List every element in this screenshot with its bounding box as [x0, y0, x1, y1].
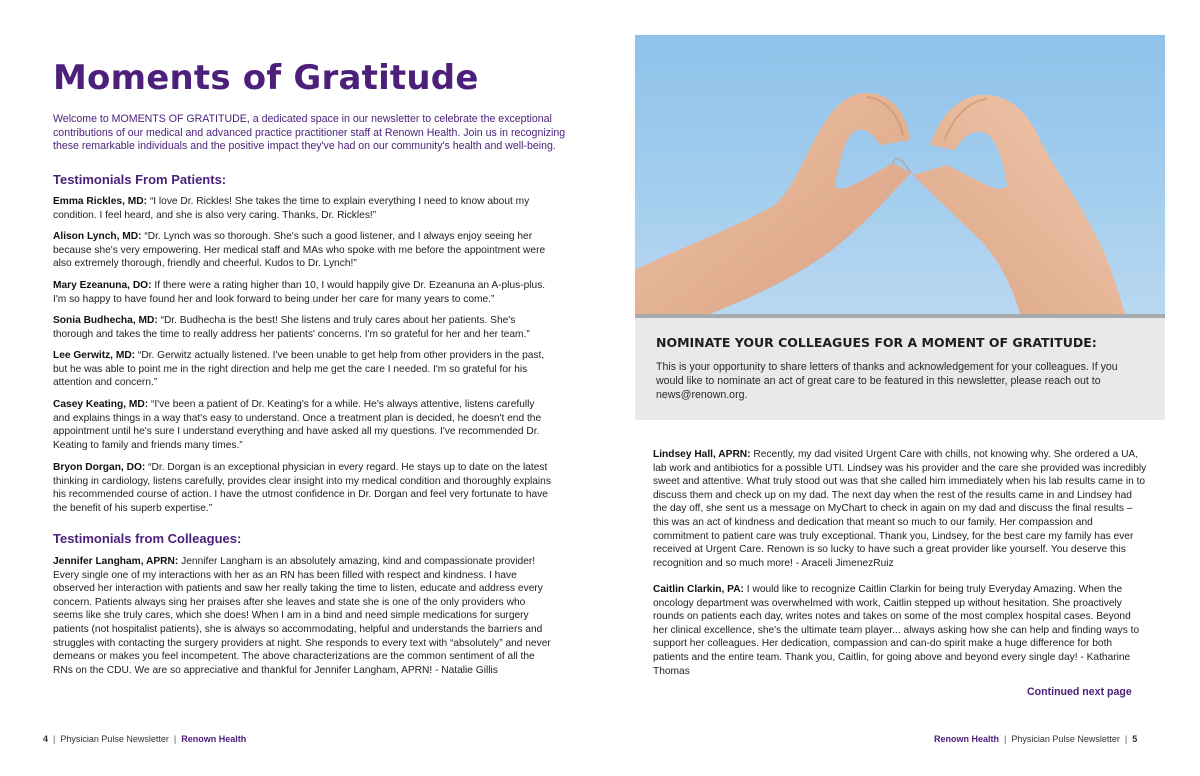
- testimonial-text: Jennifer Langham is an absolutely amazing, kind and compassionate provider! Every single one of my interactions with her as an RN has been filled with respect and kindness. I have observed her interaction with patients and saw her really taking the time to listen, educate and address every concern. Patients always sing her praises after she leaves and state she is one of the only providers who seems like she truly cares, which she does! When I am in a bind and need simple medications for surgery patients (not hospitalist patients), she is always so accommodating, helpful and understands the barriers and struggles with contacting the surgery providers at night. She responds to every text with “absolutely” and never demeans or makes you feel incompetent. The above characterizations are the common sentiment of all the RNs on the CDU. We are so appreciative and thankful for Jennifer Langham, APRN! - Natalie Gillis: [53, 556, 551, 676]
- testimonial-entry: [53, 461, 553, 515]
- left-footer: 4 | Physician Pulse Newsletter | Renown Health: [43, 734, 247, 744]
- nominate-callout: [635, 318, 1165, 420]
- provider-name: Mary Ezeanuna, DO:: [53, 280, 152, 291]
- testimonial-entry: [653, 448, 1148, 570]
- testimonial-text: “Dr. Gerwitz actually listened. I've been unable to get help from other providers in the past, but he was able to point me in the right direction and help me get the care I needed. I'm so grateful for his attention and concern.”: [53, 350, 545, 389]
- testimonial-text: I would like to recognize Caitlin Clarkin for being truly Everyday Amazing. When the oncology department was overwhelmed with work, Caitlin stepped up without hesitation. She proactively rounds on patients each day, writes notes and takes on some of the most complex hospital cases. Beyond her clinical excellence, she's the ultimate team player... always asking how she can help and finding ways to support her colleagues. Her dedication, compassion and can-do spirit make a huge difference for both patients and the entire team. Thank you, Caitlin, for going above and beyond every single day! - Katharine Thomas: [653, 584, 1140, 677]
- brand-name: Renown Health: [934, 734, 1000, 744]
- provider-name: Alison Lynch, MD:: [53, 231, 142, 242]
- heart-hands-illustration: [635, 35, 1165, 314]
- testimonial-entry: [653, 583, 1148, 678]
- testimonial-text: “Dr. Budhecha is the best! She listens and truly cares about her patients. She's thorough and takes the time to really address her patients' concerns. I'm so grateful for her and her team.”: [53, 315, 530, 340]
- newsletter-name: Physician Pulse Newsletter: [1011, 734, 1120, 744]
- testimonial-entry: [53, 555, 553, 677]
- provider-name: Lee Gerwitz, MD:: [53, 350, 136, 361]
- intro-paragraph: Welcome to MOMENTS OF GRATITUDE, a dedicated space in our newsletter to celebrate the exceptional contributions of our medical and advanced practice practitioner staff at Renown Health. Join us in recognizing these remarkable individuals and the positive impact they've had on our community's health and well-being.: [53, 113, 566, 152]
- colleagues-heading: Testimonials from Colleagues:: [53, 531, 242, 546]
- testimonial-text: Recently, my dad visited Urgent Care with chills, not knowing why. She ordered a UA, lab work and antibiotics for a possible UTI. Lindsey was his provider and the care she provided was incredibly sweet and attentive. What truly stood out was that she called him immediately when his lab results came in to discuss them and check up on my dad. The next day when the rest of the results came in and Lindsey had the day off, she sent us a message on MyChart to check in again on my dad and discuss the final results – this was an act of kindness and dedication that meant so much to our family. Her compassion and commitment to patient care was truly exceptional. Thank you, Lindsey, for the best care my family has ever received at Urgent Care. Renown is so lucky to have such a great provider like yourself. You deserve this recognition and so much more! - Araceli JimenezRuiz: [653, 449, 1147, 569]
- testimonial-text: “Dr. Dorgan is an exceptional physician in every regard. He stays up to date on the latest thinking in cardiology, listens carefully, provides clear insight into my medical condition and thoroughly explains his recommended course of action. I have the utmost confidence in Dr. Dorgan and feel very fortunate to have the benefit of his superb expertise.”: [53, 462, 551, 514]
- provider-name: Caitlin Clarkin, PA:: [653, 584, 744, 595]
- page-number: 4: [43, 734, 49, 744]
- continued-link[interactable]: Continued next page: [1027, 686, 1132, 698]
- testimonial-entry: [53, 195, 553, 222]
- right-arm: [913, 95, 1125, 314]
- provider-name: Lindsey Hall, APRN:: [653, 449, 751, 460]
- testimonial-entry: [53, 349, 553, 390]
- testimonial-entry: [53, 314, 553, 341]
- provider-name: Sonia Budhecha, MD:: [53, 315, 158, 326]
- page-title: Moments of Gratitude: [53, 58, 479, 98]
- nominate-title: NOMINATE YOUR COLLEAGUES FOR A MOMENT OF GRATITUDE:: [656, 335, 1097, 350]
- testimonial-entry: [53, 230, 553, 271]
- provider-name: Casey Keating, MD:: [53, 399, 149, 410]
- right-footer: Renown Health | Physician Pulse Newsletter | 5: [934, 734, 1138, 744]
- brand-name: Renown Health: [181, 734, 247, 744]
- newsletter-name: Physician Pulse Newsletter: [60, 734, 169, 744]
- page-number: 5: [1132, 734, 1138, 744]
- patients-heading: Testimonials From Patients:: [53, 172, 227, 187]
- testimonial-text: “I've been a patient of Dr. Keating's for a while. He's always attentive, listens carefully and explains things in a way that's easy to understand. Once a treatment plan is decided, he doesn't end the appointment until he's sure I understand everything and have asked all my questions. I've recommended Dr. Keating to family and friends many times.”: [53, 399, 542, 451]
- testimonial-text: “I love Dr. Rickles! She takes the time to explain everything I need to know about my condition. I feel heard, and she is also very caring. Thanks, Dr. Rickles!”: [53, 196, 530, 221]
- testimonial-text: “Dr. Lynch was so thorough. She's such a good listener, and I always enjoy seeing her because she's very empowering. Her medical staff and MAs who spoke with me before the appointment were also extremely thorough, friendly and cheerful. Kudos to Dr. Lynch!”: [53, 231, 546, 270]
- provider-name: Bryon Dorgan, DO:: [53, 462, 146, 473]
- left-arm: [635, 93, 911, 314]
- provider-name: Emma Rickles, MD:: [53, 196, 147, 207]
- testimonial-entry: [53, 398, 553, 452]
- provider-name: Jennifer Langham, APRN:: [53, 556, 179, 567]
- nominate-text: This is your opportunity to share letters of thanks and acknowledgement for your colleagues. If you would like to nominate an act of great care to be featured in this newsletter, please reach out to news@renown.org.: [656, 361, 1118, 401]
- testimonial-text: If there were a rating higher than 10, I would happily give Dr. Ezeanuna an A-plus-plus. I'm so happy to have found her and look forward to being under her care for many years to come.”: [53, 280, 546, 305]
- testimonial-entry: [53, 279, 553, 306]
- heart-hands-photo: [635, 35, 1165, 314]
